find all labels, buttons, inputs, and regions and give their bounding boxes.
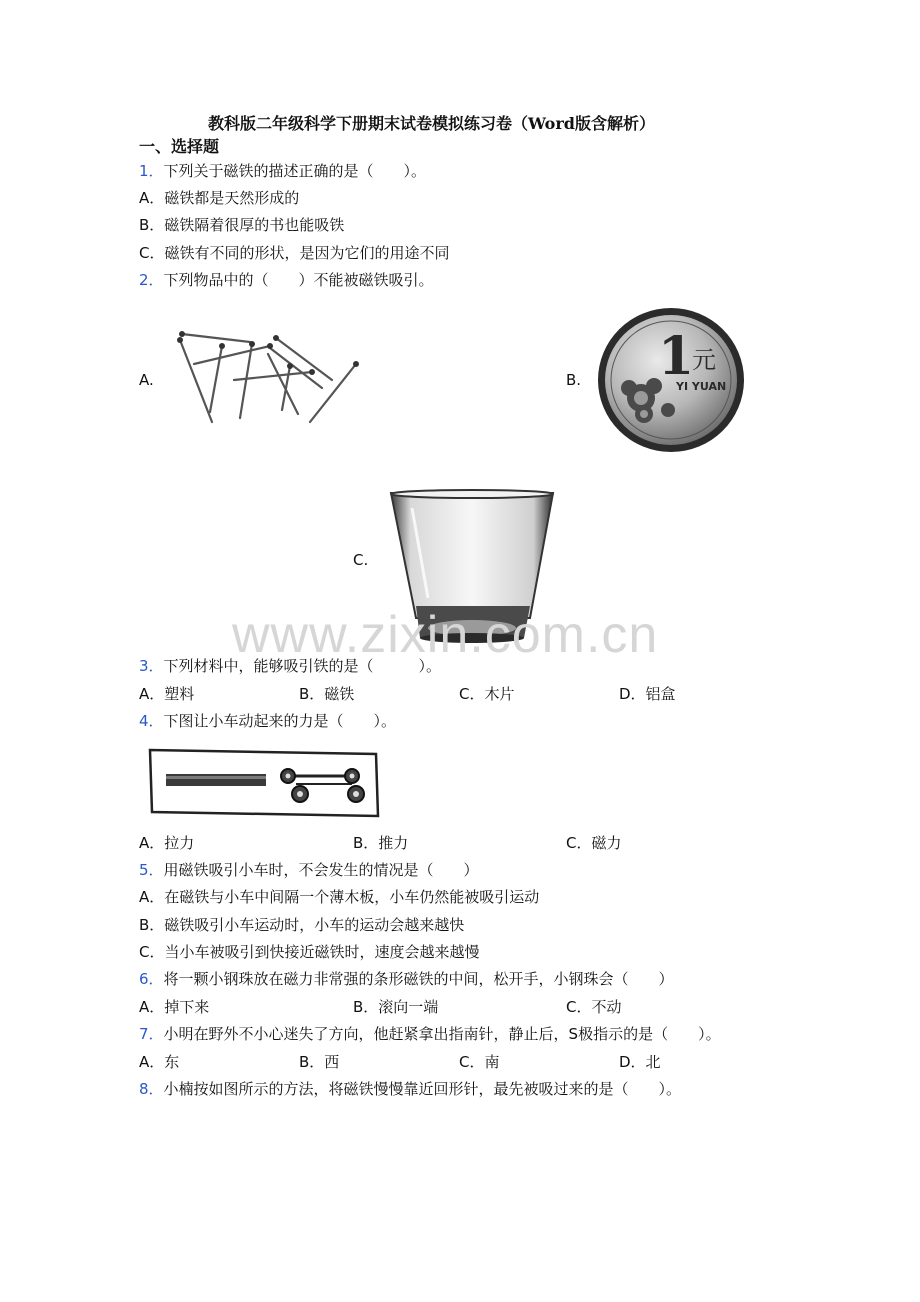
coin-digit: 1 — [658, 326, 695, 387]
q2-option-a-label: A. — [139, 371, 154, 389]
magnet-car-image — [146, 746, 382, 822]
question-stem: 小明在野外不小心迷失了方向，他赶紧拿出指南针，静止后，S极指示的是（ ）。 — [163, 1025, 721, 1043]
question-7 — [139, 1024, 721, 1044]
q1-option-a: A．磁铁都是天然形成的 — [139, 189, 300, 207]
question-stem: 下列物品中的（ ）不能被磁铁吸引。 — [163, 271, 434, 289]
q5-option-b: B．磁铁吸引小车运动时，小车的运动会越来越快 — [139, 916, 465, 934]
q2-option-b-label: B. — [566, 371, 582, 389]
question-8 — [139, 1079, 681, 1099]
q5-option-a: A．在磁铁与小车中间隔一个薄木板，小车仍然能被吸引运动 — [139, 888, 540, 906]
q1-option-b: B．磁铁隔着很厚的书也能吸铁 — [139, 216, 345, 234]
question-number: 6． — [139, 970, 164, 988]
q3-option-a: A．塑料 — [139, 685, 195, 703]
q7-option-a: A．东 — [139, 1053, 180, 1071]
q6-option-c: C．不动 — [566, 998, 622, 1016]
q2-option-c-label: C. — [353, 551, 369, 569]
question-5 — [139, 860, 479, 880]
q3-option-b: B．磁铁 — [299, 685, 355, 703]
nails-image — [172, 326, 368, 430]
q3-option-d: D．铝盒 — [619, 685, 676, 703]
question-3 — [139, 656, 441, 676]
q4-option-a: A．拉力 — [139, 834, 195, 852]
section-heading: 一、选择题 — [139, 137, 220, 156]
q6-option-b: B．滚向一端 — [353, 998, 439, 1016]
q3-option-c: C．木片 — [459, 685, 515, 703]
q4-option-b: B．推力 — [353, 834, 409, 852]
question-number: 2． — [139, 271, 164, 289]
question-number: 3． — [139, 657, 164, 675]
q6-option-a: A．掉下来 — [139, 998, 210, 1016]
q4-option-c: C．磁力 — [566, 834, 622, 852]
question-stem: 下图让小车动起来的力是（ ）。 — [163, 712, 397, 730]
question-number: 7． — [139, 1025, 164, 1043]
question-number: 8． — [139, 1080, 164, 1098]
q1-option-c: C．磁铁有不同的形状，是因为它们的用途不同 — [139, 244, 450, 262]
question-stem: 下列关于磁铁的描述正确的是（ ）。 — [163, 162, 427, 180]
q5-option-c: C．当小车被吸引到快接近磁铁时，速度会越来越慢 — [139, 943, 480, 961]
coin-unit: 元 — [692, 346, 716, 374]
question-1 — [139, 161, 426, 181]
q7-option-d: D．北 — [619, 1053, 661, 1071]
q7-option-b: B．西 — [299, 1053, 340, 1071]
q7-option-c: C．南 — [459, 1053, 500, 1071]
coin-image — [596, 306, 746, 454]
question-number: 5． — [139, 861, 164, 879]
question-stem: 用磁铁吸引小车时，不会发生的情况是（ ） — [163, 861, 479, 879]
bar-magnet-icon — [166, 774, 266, 786]
coin-pinyin: YI YUAN — [676, 380, 727, 393]
question-stem: 小楠按如图所示的方法，将磁铁慢慢靠近回形针，最先被吸过来的是（ ）。 — [163, 1080, 682, 1098]
question-number: 1． — [139, 162, 164, 180]
question-6 — [139, 969, 674, 989]
question-stem: 下列材料中，能够吸引铁的是（ ）。 — [163, 657, 442, 675]
watermark: www.zixin.com.cn — [232, 606, 659, 664]
question-stem: 将一颗小钢珠放在磁力非常强的条形磁铁的中间，松开手，小钢珠会（ ） — [163, 970, 674, 988]
question-number: 4． — [139, 712, 164, 730]
question-4 — [139, 711, 396, 731]
page-title: 教科版二年级科学下册期末试卷模拟练习卷（Word版含解析） — [208, 114, 655, 133]
question-2 — [139, 270, 434, 290]
